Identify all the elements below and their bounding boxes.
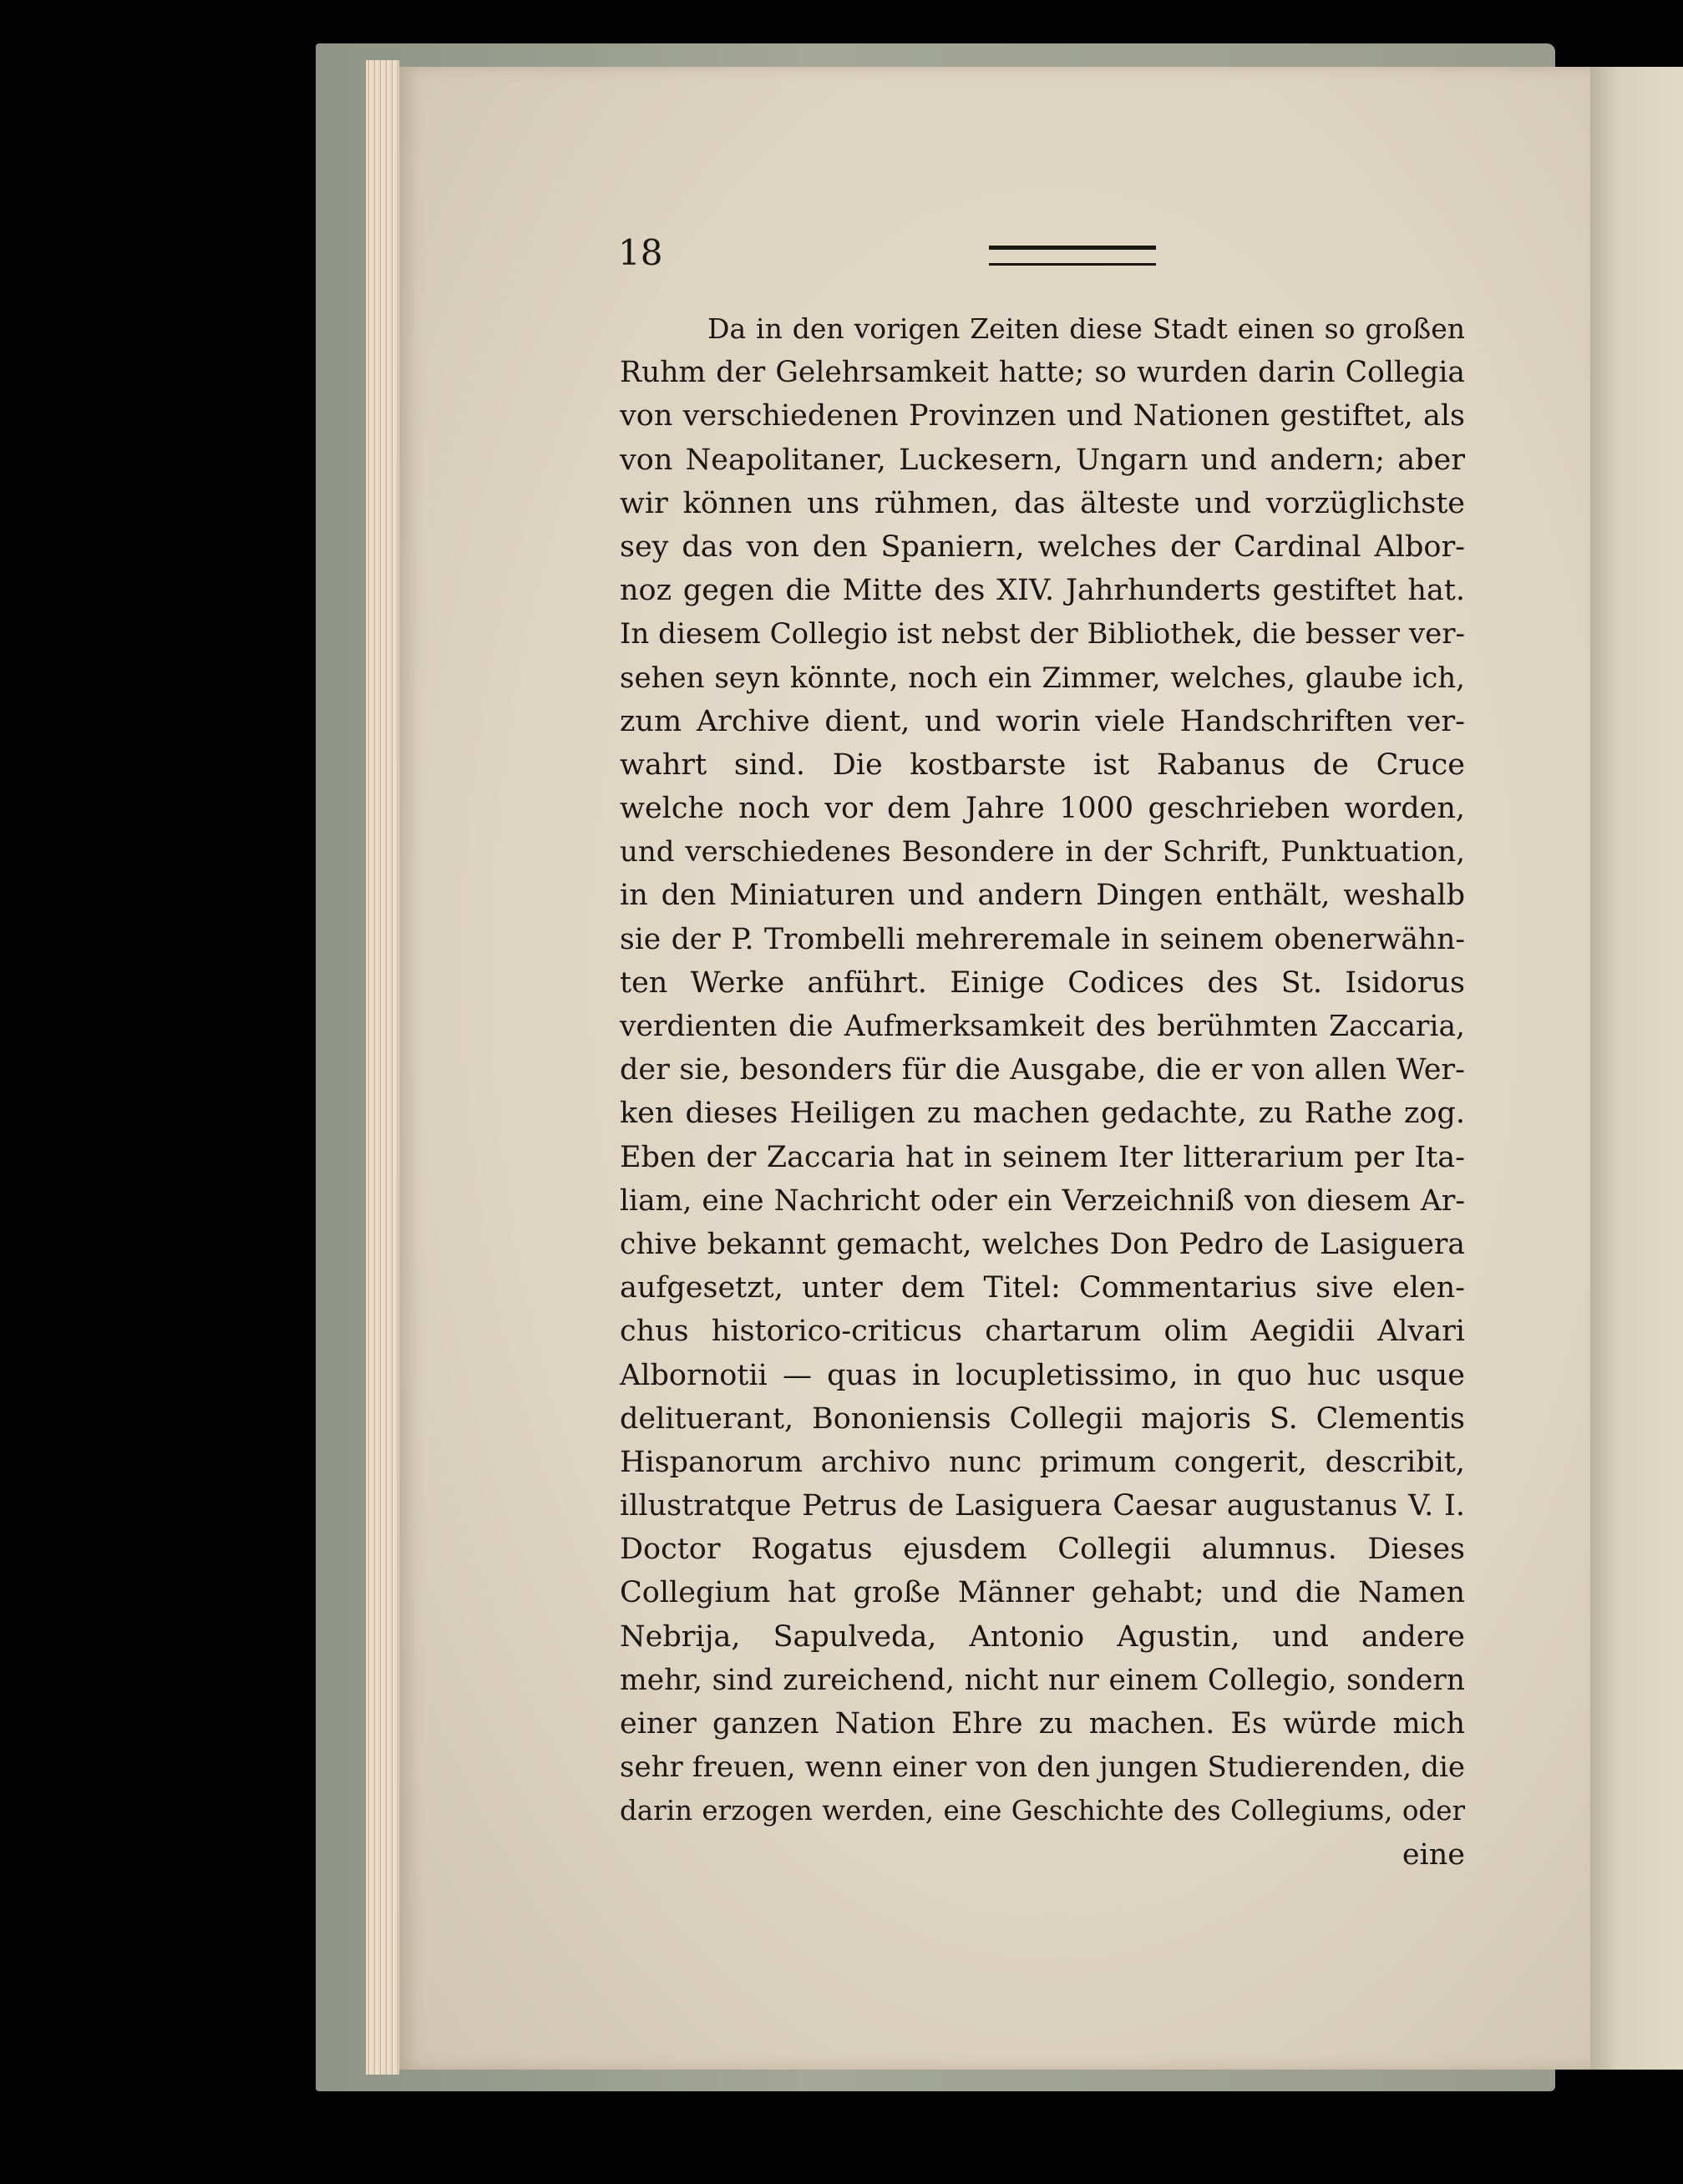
body-text: [620, 307, 1465, 1877]
text-line: delituerant, Bononiensis Collegii majoris S. Clementis: [620, 1401, 1465, 1436]
text-line: illustratque Petrus de Lasiguera Caesar augustanus V. I.: [620, 1489, 1465, 1523]
text-line: verdienten die Aufmerksamkeit des berühmten Zaccaria,: [620, 1010, 1465, 1043]
text-line: wahrt sind. Die kostbarste ist Rabanus de Cruce: [620, 747, 1465, 782]
text-line: noz gegen die Mitte des XIV. Jahrhunderts gestiftet hat.: [620, 574, 1465, 608]
text-line: chus historico-criticus chartarum olim Aegidii Alvari: [620, 1315, 1465, 1349]
header-rule: [989, 246, 1156, 266]
text-line: chive bekannt gemacht, welches Don Pedro de Lasiguera: [620, 1227, 1465, 1261]
text-line: Collegium hat große Männer gehabt; und die Namen: [620, 1576, 1465, 1610]
text-line: von verschiedenen Provinzen und Nationen gestiftet, als: [620, 399, 1465, 433]
text-line: sey das von den Spaniern, welches der Cardinal Albor-: [620, 530, 1465, 564]
text-line: Da in den vorigen Zeiten diese Stadt einen so großen: [707, 312, 1465, 345]
text-line: In diesem Collegio ist nebst der Bibliothek, die besser ver-: [620, 617, 1465, 651]
text-line: darin erzogen werden, eine Geschichte des Collegiums, oder: [620, 1795, 1465, 1827]
text-line: Ruhm der Gelehrsamkeit hatte; so wurden darin Collegia: [620, 356, 1465, 390]
text-line: sehen seyn könnte, noch ein Zimmer, welches, glaube ich,: [620, 661, 1465, 695]
text-line: Hispanorum archivo nunc primum congerit, describit,: [620, 1445, 1465, 1479]
text-line: ten Werke anführt. Einige Codices des St. Isidorus: [620, 965, 1465, 1000]
text-line: sie der P. Trombelli mehreremale in seinem obenerwähn-: [620, 922, 1465, 956]
text-line: sehr freuen, wenn einer von den jungen Studierenden, die: [620, 1751, 1465, 1785]
catchword: eine: [1402, 1837, 1465, 1872]
text-line: mehr, sind zureichend, nicht nur einem Collegio, sondern: [620, 1663, 1465, 1697]
text-line: wir können uns rühmen, das älteste und vorzüglichste: [620, 486, 1465, 520]
text-line: Eben der Zaccaria hat in seinem Iter litterarium per Ita-: [620, 1140, 1465, 1174]
facing-page-edge: [1590, 67, 1683, 2070]
page-edges: [366, 60, 399, 2075]
text-line: Nebrija, Sapulveda, Antonio Agustin, und andere: [620, 1619, 1465, 1654]
text-line: von Neapolitaner, Luckesern, Ungarn und andern; aber: [620, 443, 1465, 477]
text-line: liam, eine Nachricht oder ein Verzeichniß von diesem Ar-: [620, 1183, 1465, 1218]
text-line: Albornotii — quas in locupletissimo, in quo huc usque: [620, 1358, 1465, 1392]
text-line: einer ganzen Nation Ehre zu machen. Es würde mich: [620, 1707, 1465, 1741]
text-line: in den Miniaturen und andern Dingen enthält, weshalb: [620, 879, 1465, 913]
text-line: der sie, besonders für die Ausgabe, die er von allen Wer-: [620, 1053, 1465, 1087]
text-line: aufgesetzt, unter dem Titel: Commentarius sive elen-: [620, 1271, 1465, 1305]
page-number: 18: [618, 232, 663, 273]
text-line: ken dieses Heiligen zu machen gedachte, zu Rathe zog.: [620, 1097, 1465, 1131]
text-line: und verschiedenes Besondere in der Schrift, Punktuation,: [620, 835, 1465, 869]
text-line: welche noch vor dem Jahre 1000 geschrieben worden,: [620, 792, 1465, 826]
text-line: Doctor Rogatus ejusdem Collegii alumnus. Dieses: [620, 1533, 1465, 1567]
text-line: zum Archive dient, und worin viele Handschriften ver-: [620, 704, 1465, 738]
